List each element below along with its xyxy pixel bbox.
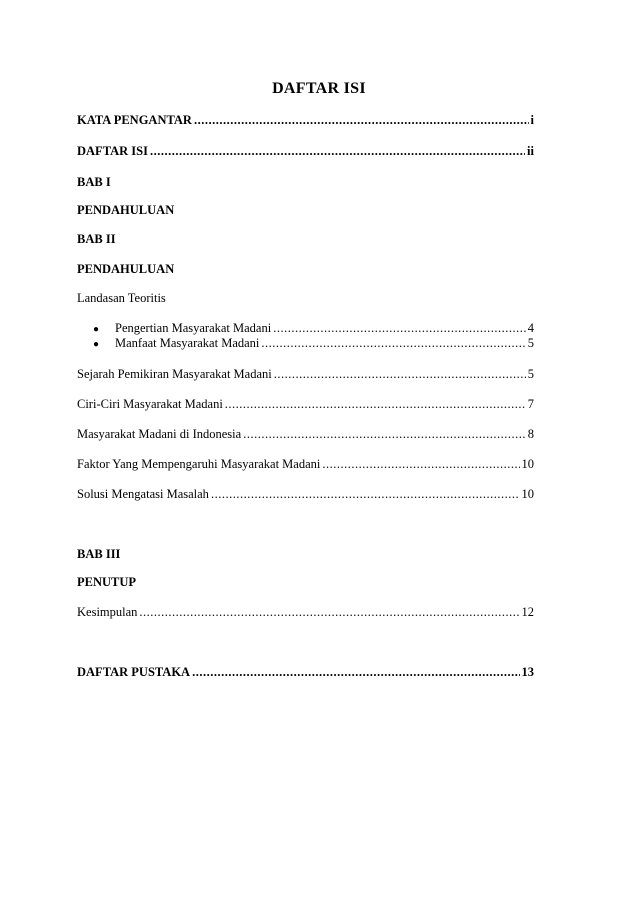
toc-page-number: 10 xyxy=(521,487,534,501)
chapter-title-bab2: PENDAHULUAN xyxy=(77,262,175,276)
toc-leader xyxy=(225,396,526,412)
toc-leader xyxy=(243,426,526,442)
section-heading-landasan: Landasan Teoritis xyxy=(77,291,166,305)
toc-leader xyxy=(192,664,519,680)
toc-entry-faktor[interactable] xyxy=(77,456,534,472)
toc-leader xyxy=(211,486,520,502)
toc-label: Pengertian Masyarakat Madani xyxy=(115,321,272,335)
page-title: DAFTAR ISI xyxy=(272,80,366,97)
toc-label: DAFTAR ISI xyxy=(77,144,148,158)
toc-entry-kata-pengantar[interactable] xyxy=(77,112,534,128)
toc-label: Solusi Mengatasi Masalah xyxy=(77,487,209,501)
toc-page-number: 8 xyxy=(527,427,534,441)
toc-leader xyxy=(139,604,519,620)
toc-label: KATA PENGANTAR xyxy=(77,113,192,127)
toc-page-number: 13 xyxy=(521,665,534,679)
chapter-title-bab1: PENDAHULUAN xyxy=(77,203,175,217)
chapter-title-bab3: PENUTUP xyxy=(77,575,137,589)
toc-entry-sejarah[interactable] xyxy=(77,366,534,382)
toc-page-number: 5 xyxy=(527,367,534,381)
toc-label: Faktor Yang Mempengaruhi Masyarakat Madani xyxy=(77,457,321,471)
chapter-heading-bab2: BAB II xyxy=(77,232,116,246)
toc-page-number: 4 xyxy=(527,321,534,335)
chapter-heading-bab3: BAB III xyxy=(77,547,121,561)
toc-entry-manfaat[interactable] xyxy=(93,335,534,353)
toc-page-number: 10 xyxy=(521,457,534,471)
toc-entry-solusi[interactable] xyxy=(77,486,534,502)
toc-leader xyxy=(273,320,526,336)
bullet-icon xyxy=(93,337,115,353)
toc-leader xyxy=(261,335,525,351)
toc-label: DAFTAR PUSTAKA xyxy=(77,665,191,679)
toc-entry-indonesia[interactable] xyxy=(77,426,534,442)
toc-page-number: ii xyxy=(527,144,534,158)
toc-label: Kesimpulan xyxy=(77,605,138,619)
toc-leader xyxy=(150,143,525,159)
toc-label: Sejarah Pemikiran Masyarakat Madani xyxy=(77,367,272,381)
toc-entry-ciri[interactable] xyxy=(77,396,534,412)
toc-entry-daftar-pustaka[interactable] xyxy=(77,664,534,680)
toc-leader xyxy=(194,112,529,128)
toc-page-number: 5 xyxy=(527,336,534,350)
toc-label: Masyarakat Madani di Indonesia xyxy=(77,427,242,441)
toc-leader xyxy=(322,456,519,472)
toc-label: Manfaat Masyarakat Madani xyxy=(115,336,260,350)
toc-page-number: 7 xyxy=(527,397,534,411)
toc-page-number: 12 xyxy=(521,605,534,619)
chapter-heading-bab1: BAB I xyxy=(77,175,111,189)
toc-entry-kesimpulan[interactable] xyxy=(77,604,534,620)
toc-entry-daftar-isi[interactable] xyxy=(77,143,534,159)
toc-page-number: i xyxy=(530,113,534,127)
toc-label: Ciri-Ciri Masyarakat Madani xyxy=(77,397,223,411)
toc-leader xyxy=(274,366,526,382)
